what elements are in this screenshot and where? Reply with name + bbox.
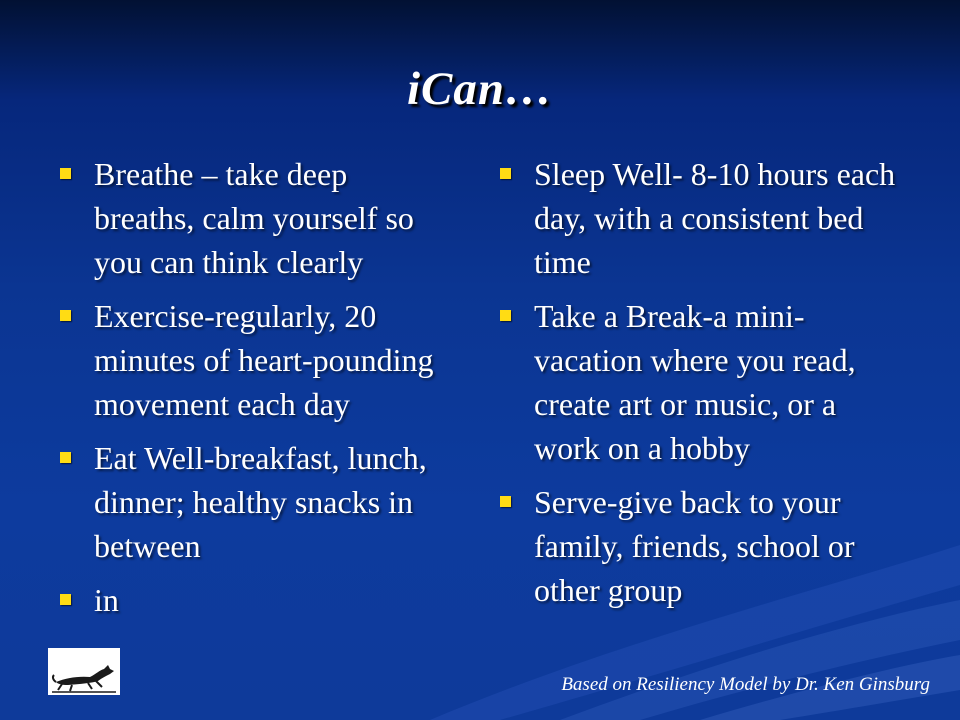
square-bullet-icon: [500, 310, 511, 321]
square-bullet-icon: [500, 496, 511, 507]
bullet-text: Eat Well-breakfast, lunch, dinner; healthy snacks in between: [94, 440, 427, 564]
bullet-item: [500, 294, 900, 470]
slide-title: iCan…: [406, 63, 554, 115]
bullet-text: Breathe – take deep breaths, calm yourself so you can think clearly: [94, 156, 414, 280]
bullet-text: Exercise-regularly, 20 minutes of heart-pounding movement each day: [94, 298, 434, 422]
square-bullet-icon: [500, 168, 511, 179]
bullet-text: Take a Break-a mini-vacation where you read, create art or music, or a work on a hobby: [534, 298, 856, 466]
bullet-text: Serve-give back to your family, friends, school or other group: [534, 484, 855, 608]
square-bullet-icon: [60, 168, 71, 179]
square-bullet-icon: [60, 452, 71, 463]
square-bullet-icon: [60, 310, 71, 321]
bullet-item: [500, 480, 900, 612]
bullet-text: Sleep Well- 8-10 hours each day, with a consistent bed time: [534, 156, 896, 280]
bullet-item: [60, 578, 438, 622]
footnote-citation: Based on Resiliency Model by Dr. Ken Ginsburg: [561, 674, 930, 695]
left-bullet-list: [60, 152, 438, 632]
bullet-text: in: [94, 582, 119, 618]
dog-logo-icon: [48, 648, 120, 695]
right-bullet-list: [500, 152, 900, 622]
bullet-item: [60, 436, 438, 568]
bullet-item: [60, 152, 438, 284]
bullet-item: [60, 294, 438, 426]
square-bullet-icon: [60, 594, 71, 605]
bullet-item: [500, 152, 900, 284]
dog-logo-drawing: [48, 648, 120, 695]
